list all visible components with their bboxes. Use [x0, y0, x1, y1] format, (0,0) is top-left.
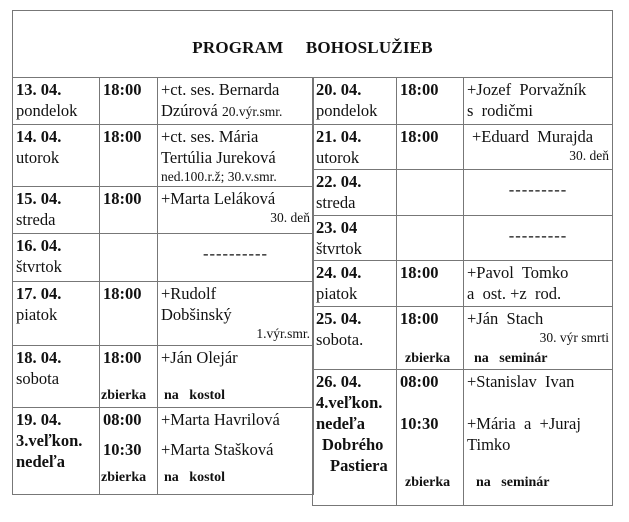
date: 17. 04. [16, 284, 62, 303]
intention: +Eduard Murajda [472, 127, 594, 146]
intention: +Jozef Porvažník [467, 80, 587, 99]
weekday: piatok [16, 305, 58, 324]
time: 18:00 [400, 309, 439, 328]
intention: +Marta Leláková [161, 189, 276, 208]
date: 24. 04. [316, 263, 362, 282]
intention: a ost. +z rod. [467, 284, 562, 303]
intention-cell [158, 125, 314, 187]
date-cell [313, 78, 397, 125]
weekday: Pastiera [330, 456, 388, 475]
intention-note: 30. výr smrti [539, 330, 609, 345]
table-row [313, 170, 613, 216]
weekday: pondelok [16, 101, 78, 120]
time-cell [100, 125, 158, 187]
weekday: streda [16, 210, 56, 229]
time-cell [397, 216, 464, 261]
time-cell [397, 261, 464, 307]
date-cell [13, 234, 100, 282]
weekday: 4.veľkon. [316, 393, 383, 412]
weekday: 3.veľkon. [16, 431, 83, 450]
time-cell [100, 282, 158, 346]
intention-cell [158, 408, 314, 495]
table-row [13, 346, 314, 408]
intention: +Ján Olejár [161, 348, 238, 367]
intention-cell [158, 234, 314, 282]
collection-label: zbierka [405, 351, 451, 366]
intention-cell [464, 261, 613, 307]
intention-cell [158, 187, 314, 234]
intention-note: 30. deň [270, 210, 310, 225]
date-cell [313, 125, 397, 170]
intention: +ct. ses. Bernarda [161, 80, 280, 99]
collection-purpose: na seminár [476, 475, 550, 490]
table-row [13, 187, 314, 234]
intention: Dobšinský [161, 305, 232, 324]
intention-note: 30. deň [569, 148, 609, 163]
date: 13. 04. [16, 80, 62, 99]
date-cell [13, 125, 100, 187]
date: 19. 04. [16, 410, 62, 429]
date: 22. 04. [316, 172, 362, 191]
weekday: pondelok [316, 101, 378, 120]
time-cell [397, 370, 464, 506]
weekday: piatok [316, 284, 358, 303]
time: 18:00 [400, 80, 439, 99]
date-cell [13, 78, 100, 125]
date: 26. 04. [316, 372, 362, 391]
intention: s rodičmi [467, 101, 533, 120]
time-cell [397, 125, 464, 170]
date-cell [313, 216, 397, 261]
header-frame [12, 10, 613, 79]
intention-cell [464, 370, 613, 506]
collection-label: zbierka [101, 470, 147, 485]
table-row [13, 408, 314, 495]
intention: +Pavol Tomko [467, 263, 569, 282]
time: 18:00 [103, 127, 142, 146]
no-mass-dash: ---------- [203, 244, 268, 263]
date: 25. 04. [316, 309, 362, 328]
date-cell [313, 307, 397, 370]
intention-note: 1.výr.smr. [256, 326, 310, 341]
intention: +Marta Stašková [161, 440, 274, 459]
time: 18:00 [400, 127, 439, 146]
table-row [13, 282, 314, 346]
intention-cell [158, 78, 314, 125]
time: 18:00 [103, 80, 142, 99]
weekday: streda [316, 193, 356, 212]
date: 21. 04. [316, 127, 362, 146]
table-row [313, 216, 613, 261]
date-cell [13, 187, 100, 234]
table-row [313, 307, 613, 370]
weekday: sobota. [316, 330, 364, 349]
weekday: sobota [16, 369, 60, 388]
weekday: Dobrého [322, 435, 384, 454]
time: 18:00 [400, 263, 439, 282]
time: 18:00 [103, 284, 142, 303]
weekday: štvrtok [316, 239, 362, 258]
intention: Timko [467, 435, 511, 454]
time-cell [100, 187, 158, 234]
date-cell [13, 282, 100, 346]
schedule-week-1 [12, 77, 314, 495]
intention-cell [158, 282, 314, 346]
date: 23. 04 [316, 218, 358, 237]
time-cell [397, 78, 464, 125]
intention-cell [464, 307, 613, 370]
weekday: utorok [316, 148, 360, 167]
table-row [313, 78, 613, 125]
intention: +ct. ses. Mária [161, 127, 259, 146]
weekday: nedeľa [16, 452, 65, 471]
time: 10:30 [400, 414, 439, 433]
collection-purpose: na kostol [164, 470, 226, 485]
intention-note: 20.výr.smr. [221, 104, 283, 119]
no-mass-dash: --------- [508, 226, 568, 245]
intention: +Rudolf [161, 284, 217, 303]
time: 08:00 [400, 372, 439, 391]
intention: +Mária a +Juraj [467, 414, 581, 433]
date: 15. 04. [16, 189, 62, 208]
date-cell [313, 261, 397, 307]
weekday: štvrtok [16, 257, 62, 276]
no-mass-dash: --------- [508, 180, 568, 199]
collection-purpose: na seminár [474, 351, 548, 366]
weekday: utorok [16, 148, 60, 167]
intention: Tertúlia Jureková [161, 148, 276, 167]
collection-label: zbierka [101, 388, 147, 403]
table-row [13, 78, 314, 125]
weekday: nedeľa [316, 414, 365, 433]
schedule-week-2 [312, 77, 613, 506]
intention-cell [464, 170, 613, 216]
time-cell [100, 234, 158, 282]
date: 14. 04. [16, 127, 62, 146]
table-row [13, 125, 314, 187]
collection-label: zbierka [405, 475, 451, 490]
table-row [13, 234, 314, 282]
date: 20. 04. [316, 80, 362, 99]
time: 18:00 [103, 348, 142, 367]
time-cell [100, 346, 158, 408]
time-cell [397, 170, 464, 216]
intention-cell [464, 216, 613, 261]
table-row [313, 261, 613, 307]
date-cell [13, 346, 100, 408]
intention: +Stanislav Ivan [467, 372, 575, 391]
time-cell [100, 78, 158, 125]
collection-purpose: na kostol [164, 388, 226, 403]
intention: +Marta Havrilová [161, 410, 280, 429]
intention-cell [158, 346, 314, 408]
intention: +Ján Stach [467, 309, 544, 328]
time: 10:30 [103, 440, 142, 459]
date-cell [313, 170, 397, 216]
date: 16. 04. [16, 236, 62, 255]
time: 18:00 [103, 189, 142, 208]
page-title: PROGRAM BOHOSLUŽIEB [192, 38, 433, 57]
time-cell [397, 307, 464, 370]
time-cell [100, 408, 158, 495]
date-cell [313, 370, 397, 506]
intention: Dzúrová [161, 101, 218, 120]
table-row [313, 125, 613, 170]
intention-cell [464, 78, 613, 125]
date: 18. 04. [16, 348, 62, 367]
intention-cell [464, 125, 613, 170]
intention-note: ned.100.r.ž; 30.v.smr. [161, 169, 277, 184]
table-row [313, 370, 613, 506]
time: 08:00 [103, 410, 142, 429]
date-cell [13, 408, 100, 495]
